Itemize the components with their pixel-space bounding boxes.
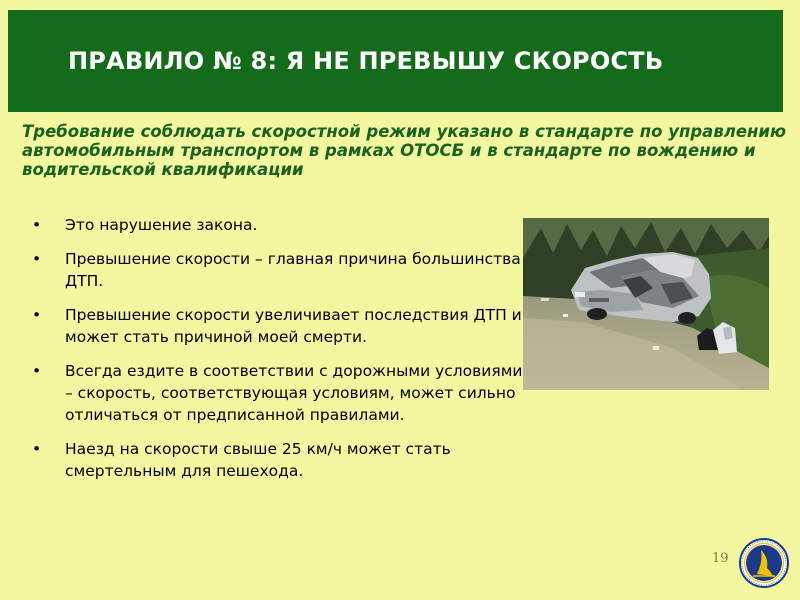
- crash-photo: [523, 218, 769, 390]
- bullet-text: Наезд на скорости свыше 25 км/ч может стать смертельным для пешехода.: [65, 440, 451, 480]
- wrecked-car-illustration: [523, 218, 769, 390]
- bullet-text: Превышение скорости увеличивает последствия ДТП и может стать причиной моей смерти.: [65, 306, 522, 346]
- bullet-text: Это нарушение закона.: [65, 216, 258, 234]
- bullet-marker: •: [32, 216, 42, 234]
- seal-logo-icon: [739, 538, 789, 588]
- bullet-marker: •: [32, 440, 42, 458]
- list-item: [30, 438, 525, 482]
- slide-subtitle: Требование соблюдать скоростной режим указано в стандарте по управлению автомобильным транспортом в рамках ОТОСБ и в стандарте по вождению и водительской квалификации: [22, 122, 787, 179]
- page-number: 19: [712, 551, 729, 566]
- bullet-marker: •: [32, 362, 42, 380]
- list-item: [30, 248, 525, 292]
- bullet-text: Всегда ездите в соответствии с дорожными условиями – скорость, соответствующая условиям, может сильно отличаться от предписанной правилами.: [65, 362, 523, 424]
- bullet-marker: •: [32, 306, 42, 324]
- bullet-marker: •: [32, 250, 42, 268]
- bullet-text: Превышение скорости – главная причина большинства ДТП.: [65, 250, 521, 290]
- bullet-list: [30, 214, 525, 494]
- list-item: [30, 304, 525, 348]
- slide-title: ПРАВИЛО № 8: Я НЕ ПРЕВЫШУ СКОРОСТЬ: [68, 47, 664, 75]
- list-item: [30, 360, 525, 426]
- list-item: [30, 214, 525, 236]
